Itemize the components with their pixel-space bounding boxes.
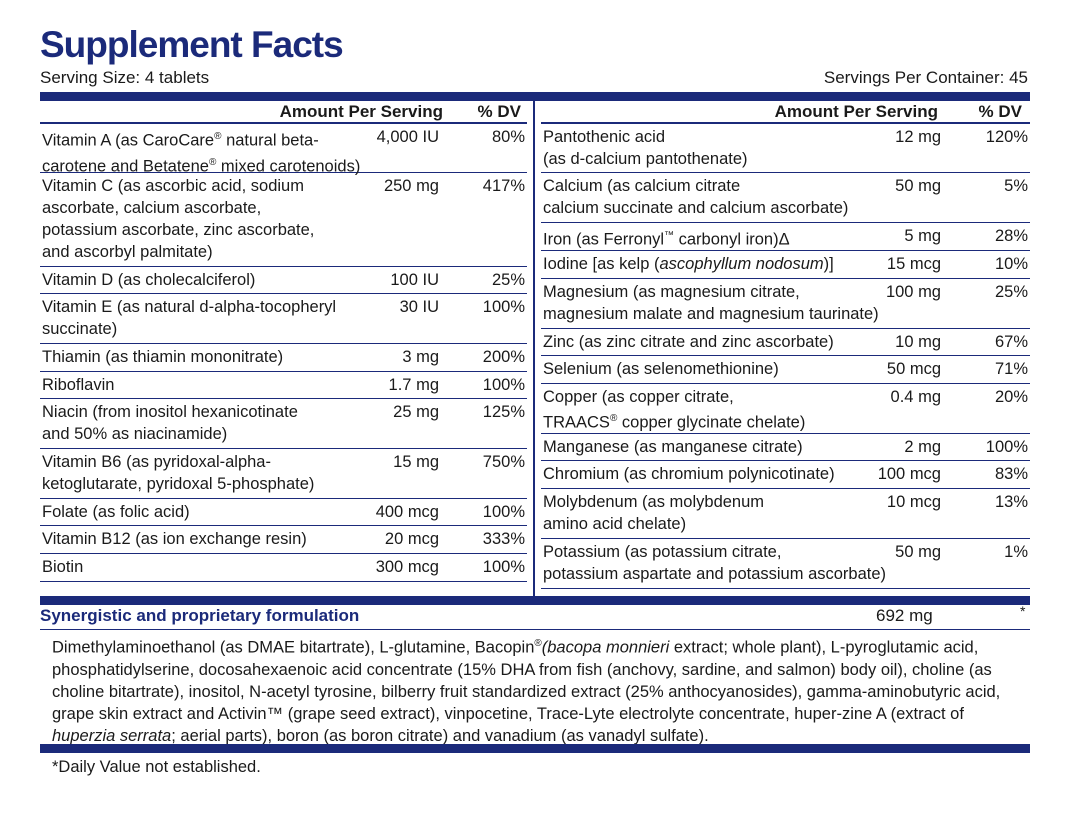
nutrient-name-line: Iron (as Ferronyl	[543, 230, 665, 249]
proprietary-rule	[40, 629, 1030, 630]
nutrient-row	[541, 251, 1030, 279]
nutrient-amount: 20 mcg	[384, 530, 439, 548]
nutrient-name	[541, 251, 1030, 276]
nutrient-name-italic: ascophyllum nodosum	[659, 255, 824, 273]
right-nutrient-column	[541, 101, 1030, 589]
nutrient-name	[40, 267, 527, 292]
nutrient-name	[40, 449, 527, 496]
nutrient-name	[541, 461, 1030, 486]
ingredients-italic: huperzia serrata	[52, 726, 172, 745]
nutrient-name-line: Magnesium (as magnesium citrate,	[543, 283, 800, 301]
nutrient-amount: 10 mg	[895, 333, 941, 351]
nutrient-name	[541, 223, 1030, 252]
nutrient-amount: 1.7 mg	[388, 376, 439, 394]
nutrient-amount: 100 mg	[885, 283, 941, 301]
nutrient-name-line: )]	[823, 255, 834, 273]
nutrient-name-line: natural beta-	[221, 131, 319, 150]
nutrient-name-line: and ascorbyl palmitate)	[42, 243, 213, 261]
left-nutrient-column	[40, 101, 527, 582]
nutrient-name	[541, 329, 1030, 354]
registered-mark: ®	[208, 156, 217, 168]
nutrient-name-line: Potassium (as potassium citrate,	[543, 543, 782, 561]
nutrient-name-line: copper glycinate chelate)	[617, 413, 806, 432]
nutrient-daily-value: 200%	[482, 348, 525, 366]
footnote: *Daily Value not established.	[52, 758, 261, 776]
nutrient-row	[541, 461, 1030, 489]
nutrient-name-line: Zinc (as zinc citrate and zinc ascorbate)	[543, 333, 834, 351]
nutrient-daily-value: 100%	[482, 558, 525, 576]
nutrient-amount: 300 mcg	[375, 558, 439, 576]
nutrient-name	[541, 279, 1030, 326]
nutrient-amount: 0.4 mg	[890, 388, 941, 406]
nutrient-name	[40, 499, 527, 524]
nutrient-amount: 15 mcg	[886, 255, 941, 273]
nutrient-row	[541, 434, 1030, 461]
nutrient-name-line: Vitamin D (as cholecalciferol)	[42, 271, 256, 289]
proprietary-amount: 692 mg	[876, 606, 933, 625]
nutrient-amount: 50 mcg	[886, 360, 941, 378]
nutrient-name	[541, 124, 1030, 171]
nutrient-daily-value: 125%	[482, 403, 525, 421]
nutrient-name-line: ascorbate, calcium ascorbate,	[42, 199, 262, 217]
ingredients-text: ; aerial parts), boron (as boron citrate) and vanadium (as vanadyl sulfate).	[171, 726, 709, 745]
nutrient-amount: 12 mg	[895, 128, 941, 146]
registered-mark: ®	[534, 638, 542, 649]
nutrient-daily-value: 10%	[994, 255, 1028, 273]
nutrient-amount: 100 IU	[390, 271, 439, 289]
nutrient-row	[40, 294, 527, 344]
nutrient-row	[541, 384, 1030, 434]
nutrient-daily-value: 80%	[491, 128, 525, 146]
nutrient-name-line: Vitamin A (as CaroCare	[42, 131, 215, 150]
nutrient-daily-value: 100%	[985, 438, 1028, 456]
nutrient-name	[541, 434, 1030, 459]
nutrient-name	[40, 344, 527, 369]
nutrient-name-line: and 50% as niacinamide)	[42, 425, 228, 443]
ingredients-text: Dimethylaminoethanol (as DMAE bitartrate), L-glutamine, Bacopin	[52, 638, 535, 657]
nutrient-name	[40, 399, 527, 446]
left-column-header	[40, 101, 527, 124]
nutrient-row	[40, 399, 527, 449]
nutrient-row	[40, 372, 527, 399]
nutrient-name-line: ketoglutarate, pyridoxal 5-phosphate)	[42, 475, 315, 493]
nutrient-amount: 5 mg	[904, 227, 941, 245]
nutrient-daily-value: 1%	[1004, 543, 1028, 561]
nutrient-name-line: Vitamin E (as natural d-alpha-tocopheryl	[42, 298, 337, 316]
nutrient-name-line: potassium aspartate and potassium ascorbate)	[543, 565, 887, 583]
nutrient-name-line: calcium succinate and calcium ascorbate)	[543, 199, 849, 217]
nutrient-daily-value: 67%	[994, 333, 1028, 351]
nutrient-row	[541, 279, 1030, 329]
nutrient-amount: 10 mcg	[886, 493, 941, 511]
top-divider-bar	[40, 92, 1030, 101]
nutrient-daily-value: 100%	[482, 503, 525, 521]
nutrient-name	[541, 539, 1030, 586]
nutrient-name	[40, 372, 527, 397]
nutrient-amount: 25 mg	[393, 403, 439, 421]
nutrient-daily-value: 417%	[482, 177, 525, 195]
nutrient-row	[541, 124, 1030, 173]
nutrient-amount: 50 mg	[895, 543, 941, 561]
nutrient-name-line: mixed carotenoids)	[216, 157, 361, 175]
trademark-mark: ™	[664, 230, 675, 241]
nutrient-daily-value: 83%	[994, 465, 1028, 483]
nutrient-row	[541, 356, 1030, 384]
nutrient-daily-value: 28%	[994, 227, 1028, 245]
amount-header: Amount Per Serving	[279, 102, 443, 121]
nutrient-name	[541, 489, 1030, 536]
amount-header: Amount Per Serving	[774, 102, 938, 121]
nutrient-daily-value: 120%	[985, 128, 1028, 146]
nutrient-name-line: Riboflavin	[42, 376, 115, 394]
nutrient-name-line: (as d-calcium pantothenate)	[543, 150, 748, 168]
nutrient-name	[541, 173, 1030, 220]
servings-per-container: Servings Per Container: 45	[823, 68, 1028, 87]
nutrient-name-line: Thiamin (as thiamin mononitrate)	[42, 348, 284, 366]
nutrient-name	[40, 554, 527, 579]
nutrient-name	[40, 124, 527, 178]
nutrient-daily-value: 71%	[994, 360, 1028, 378]
nutrient-daily-value: 5%	[1004, 177, 1028, 195]
nutrient-row	[541, 329, 1030, 356]
nutrient-daily-value: 333%	[482, 530, 525, 548]
nutrient-amount: 100 mcg	[877, 465, 941, 483]
nutrient-name-line: succinate)	[42, 320, 118, 338]
column-divider	[533, 101, 535, 597]
nutrient-name	[40, 526, 527, 551]
nutrient-name-line: Vitamin B6 (as pyridoxal-alpha-	[42, 453, 271, 471]
dv-header: % DV	[477, 102, 521, 121]
nutrient-name-line: Folate (as folic acid)	[42, 503, 190, 521]
ingredients-italic: (bacopa monnieri	[541, 638, 670, 657]
nutrient-row	[40, 173, 527, 267]
nutrient-amount: 400 mcg	[375, 503, 439, 521]
nutrient-name-line: Molybdenum (as molybdenum	[543, 493, 765, 511]
nutrient-name-line: Copper (as copper citrate,	[543, 388, 734, 406]
nutrient-daily-value: 100%	[482, 376, 525, 394]
nutrient-row	[541, 539, 1030, 589]
nutrient-row	[40, 554, 527, 582]
bottom-divider-bar	[40, 744, 1030, 753]
nutrient-row	[40, 449, 527, 499]
nutrient-name-line: Vitamin C (as ascorbic acid, sodium	[42, 177, 304, 195]
nutrient-daily-value: 25%	[994, 283, 1028, 301]
nutrient-amount: 50 mg	[895, 177, 941, 195]
nutrient-name-line: Chromium (as chromium polynicotinate)	[543, 465, 835, 483]
nutrient-amount: 3 mg	[402, 348, 439, 366]
nutrient-name	[541, 356, 1030, 381]
panel-title: Supplement Facts	[40, 24, 343, 65]
nutrient-name-line: Biotin	[42, 558, 84, 576]
nutrient-name-line: magnesium malate and magnesium taurinate)	[543, 305, 879, 323]
nutrient-name-line: TRAACS	[543, 413, 610, 432]
nutrient-name-line: potassium ascorbate, zinc ascorbate,	[42, 221, 315, 239]
proprietary-title: Synergistic and proprietary formulation	[40, 606, 360, 625]
nutrient-daily-value: 750%	[482, 453, 525, 471]
nutrient-daily-value: 25%	[491, 271, 525, 289]
nutrient-name-line: Manganese (as manganese citrate)	[543, 438, 803, 456]
nutrient-name-line: Selenium (as selenomethionine)	[543, 360, 779, 378]
registered-mark: ®	[214, 131, 222, 142]
proprietary-asterisk: *	[1020, 603, 1026, 619]
nutrient-name-line: amino acid chelate)	[543, 515, 687, 533]
nutrient-name-line: Vitamin B12 (as ion exchange resin)	[42, 530, 307, 548]
nutrient-row	[40, 499, 527, 526]
right-column-header	[541, 101, 1030, 124]
nutrient-daily-value: 20%	[994, 388, 1028, 406]
nutrient-amount: 250 mg	[383, 177, 439, 195]
nutrient-amount: 4,000 IU	[376, 128, 439, 146]
nutrient-name-line: carbonyl iron)Δ	[674, 230, 790, 249]
ingredients-text: extract; whole plant), L-pyroglutamic acid, phosphatidylserine, docosahexaenoic acid concentrate (15% DHA from fish (anchovy, sardine, and salmon) body oil), choline (as choline bitartrate), inositol, N-acetyl tyrosine, bilberry fruit standardized extract (25% anthocyanosides), gamma-aminobutyric acid, grape skin extract and Activin™ (grape seed extract), vinpocetine, Trace-Lyte electrolyte concentrate, huper-zine A (extract of	[52, 638, 1001, 723]
nutrient-row	[541, 173, 1030, 223]
nutrient-row	[40, 526, 527, 554]
nutrient-row	[40, 344, 527, 372]
nutrient-name-line: Pantothenic acid	[543, 128, 666, 146]
nutrient-name-line: Iodine [as kelp (	[543, 255, 660, 273]
nutrient-daily-value: 13%	[994, 493, 1028, 511]
nutrient-name	[40, 294, 527, 341]
dv-header: % DV	[978, 102, 1022, 121]
nutrient-amount: 2 mg	[904, 438, 941, 456]
proprietary-ingredients	[52, 633, 1026, 747]
nutrient-name-line: Calcium (as calcium citrate	[543, 177, 741, 195]
nutrient-daily-value: 100%	[482, 298, 525, 316]
registered-mark: ®	[609, 413, 618, 424]
nutrient-name	[541, 384, 1030, 435]
middle-divider-bar	[40, 596, 1030, 605]
nutrient-row	[541, 223, 1030, 251]
serving-size: Serving Size: 4 tablets	[40, 68, 210, 87]
nutrient-row	[40, 267, 527, 294]
nutrient-name-line: carotene and Betatene	[42, 157, 209, 175]
nutrient-amount: 30 IU	[399, 298, 439, 316]
nutrient-name	[40, 173, 527, 264]
nutrient-amount: 15 mg	[393, 453, 439, 471]
nutrient-row	[541, 489, 1030, 539]
nutrient-name-line: Niacin (from inositol hexanicotinate	[42, 403, 298, 421]
nutrient-row	[40, 124, 527, 173]
